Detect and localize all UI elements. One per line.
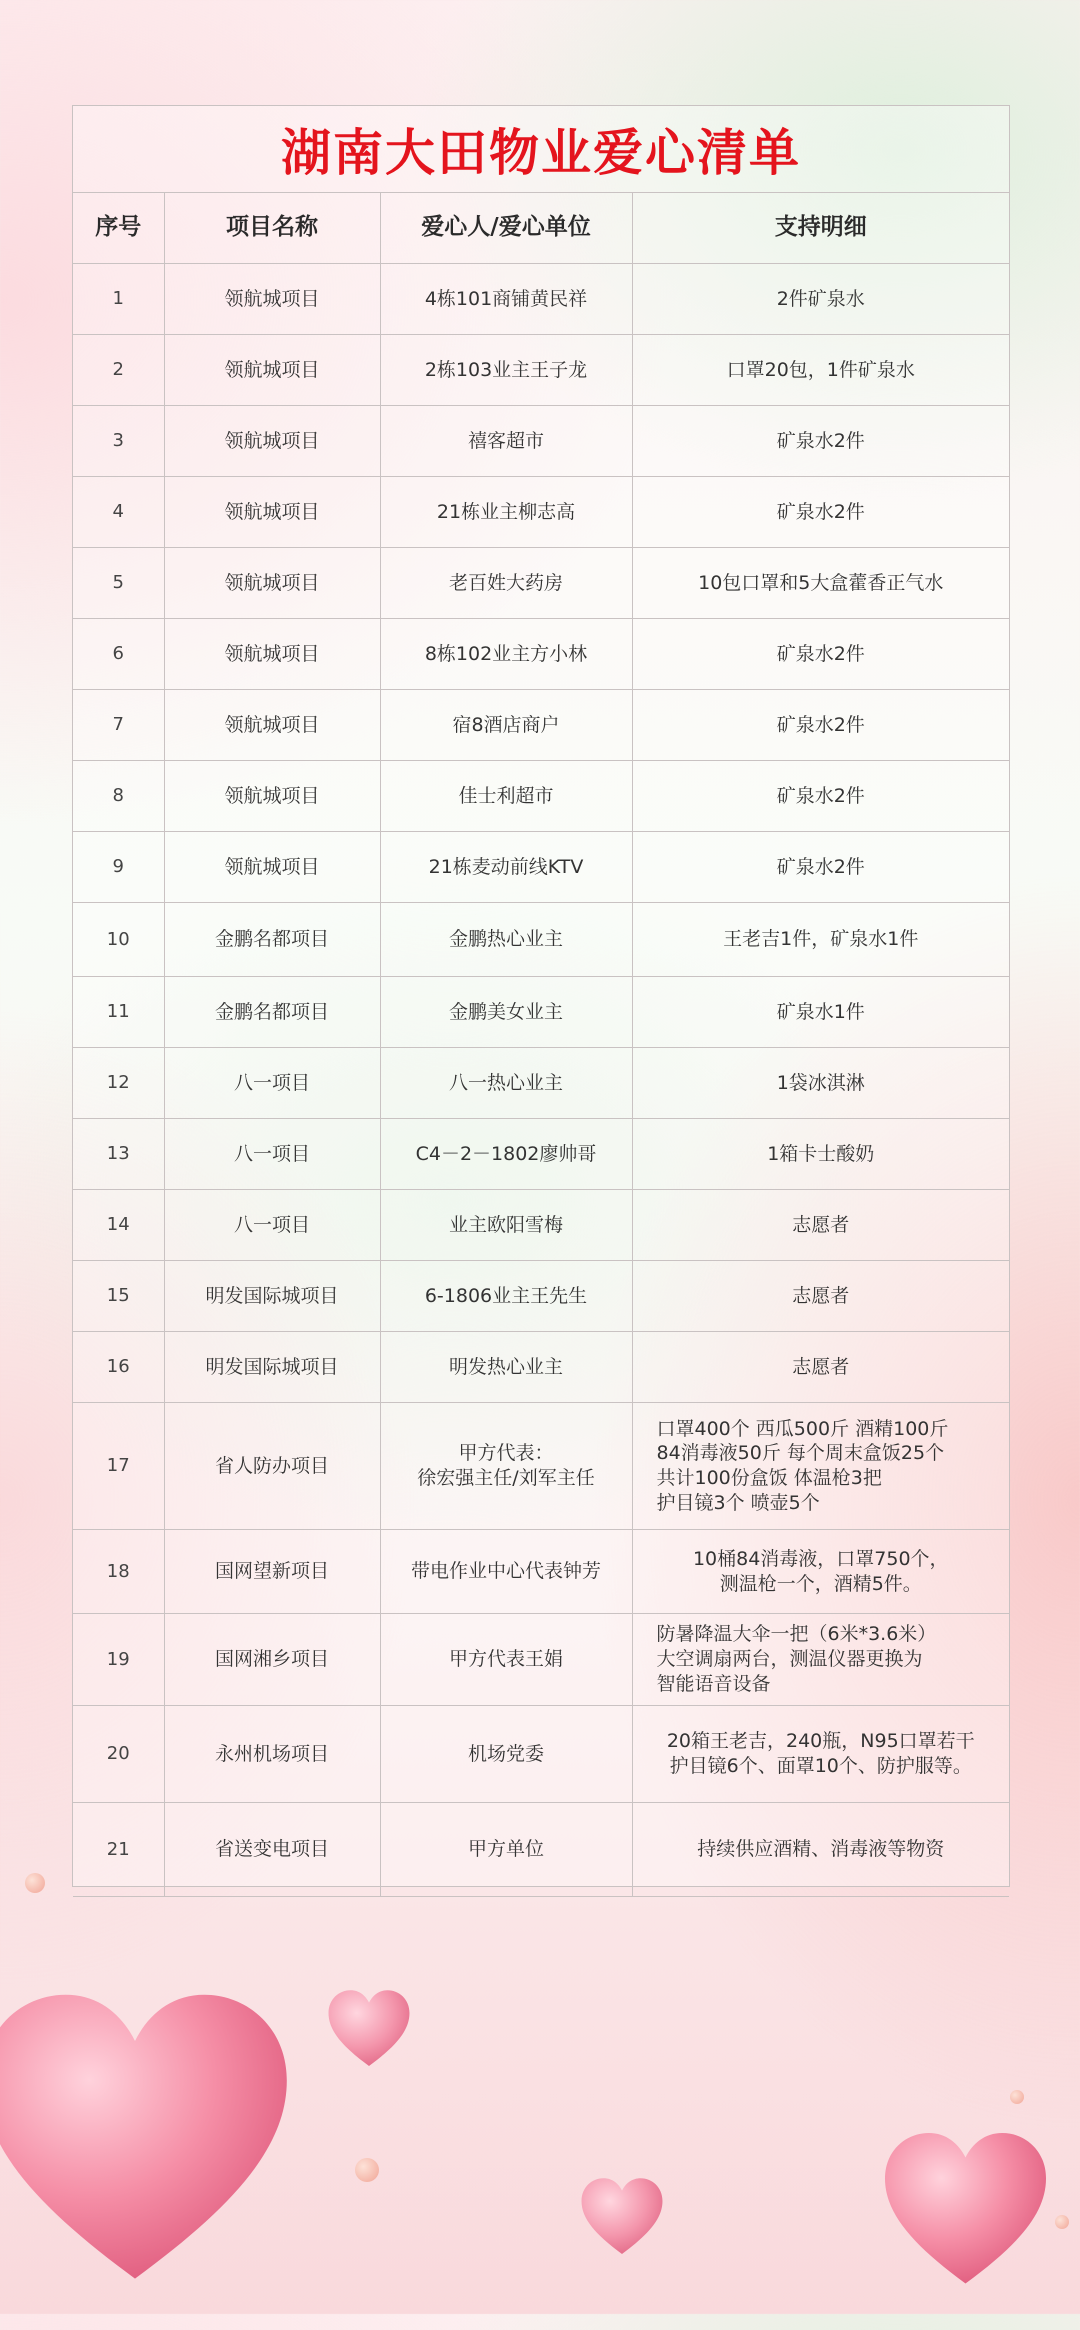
donor-name: 金鹏热心业主: [380, 903, 632, 977]
donor-name: 21栋麦动前线KTV: [380, 832, 632, 903]
project-name: 金鹏名都项目: [164, 977, 380, 1048]
project-name: 国网望新项目: [164, 1530, 380, 1614]
project-name: 领航城项目: [164, 477, 380, 548]
support-detail: 王老吉1件，矿泉水1件: [632, 903, 1009, 977]
detail-line: 防暑降温大伞一把（6米*3.6米）: [656, 1623, 937, 1646]
table-row: [73, 1614, 1009, 1706]
row-number: 5: [73, 548, 164, 619]
detail-line: 10桶84消毒液，口罩750个，: [692, 1547, 949, 1570]
donation-table: [73, 193, 1009, 1897]
donor-name: 老百姓大药房: [380, 548, 632, 619]
row-number: 20: [73, 1706, 164, 1803]
bubble-decoration: [25, 1873, 45, 1893]
project-name: 金鹏名都项目: [164, 903, 380, 977]
detail-line: 大空调扇两台，测温仪器更换为: [656, 1648, 923, 1671]
project-name: 明发国际城项目: [164, 1332, 380, 1403]
detail-line: 84消毒液50斤 每个周末盒饭25个: [656, 1442, 945, 1465]
project-name: 领航城项目: [164, 690, 380, 761]
row-number: 12: [73, 1048, 164, 1119]
project-name: 国网湘乡项目: [164, 1614, 380, 1706]
donor-name: 2栋103业主王子龙: [380, 335, 632, 406]
support-detail: 矿泉水2件: [632, 477, 1009, 548]
table-row: [73, 977, 1009, 1048]
support-detail: 1袋冰淇淋: [632, 1048, 1009, 1119]
donor-name: 6-1806业主王先生: [380, 1261, 632, 1332]
donor-name: 21栋业主柳志高: [380, 477, 632, 548]
detail-line: 护目镜6个、面罩10个、防护服等。: [669, 1755, 972, 1777]
table-row: [73, 761, 1009, 832]
table-row: [73, 690, 1009, 761]
support-detail: 矿泉水2件: [632, 832, 1009, 903]
header-no: 序号: [73, 193, 164, 264]
detail-line: 共计100份盒饭 体温枪3把: [656, 1467, 882, 1489]
bubble-decoration: [355, 2158, 379, 2182]
row-number: 9: [73, 832, 164, 903]
project-name: 领航城项目: [164, 832, 380, 903]
table-row: [73, 1803, 1009, 1897]
row-number: 14: [73, 1190, 164, 1261]
project-name: 领航城项目: [164, 335, 380, 406]
donor-name: 带电作业中心代表钟芳: [380, 1530, 632, 1614]
project-name: 永州机场项目: [164, 1706, 380, 1803]
table-row: [73, 1706, 1009, 1803]
support-detail: 10包口罩和5大盒藿香正气水: [632, 548, 1009, 619]
table-row: [73, 548, 1009, 619]
support-detail: [632, 1706, 1009, 1803]
row-number: 13: [73, 1119, 164, 1190]
table-row: [73, 1048, 1009, 1119]
donor-name: C4－2－1802廖帅哥: [380, 1119, 632, 1190]
donor-name: 4栋101商铺黄民祥: [380, 264, 632, 335]
donor-name: 8栋102业主方小林: [380, 619, 632, 690]
support-detail: 矿泉水2件: [632, 406, 1009, 477]
support-detail: [632, 1403, 1009, 1530]
project-name: 明发国际城项目: [164, 1261, 380, 1332]
donor-line: 甲方代表：: [458, 1442, 554, 1465]
detail-line: 智能语音设备: [656, 1672, 771, 1695]
table-row: [73, 832, 1009, 903]
support-detail: 矿泉水2件: [632, 619, 1009, 690]
table-row: [73, 406, 1009, 477]
project-name: 八一项目: [164, 1119, 380, 1190]
row-number: 8: [73, 761, 164, 832]
donor-name: 宿8酒店商户: [380, 690, 632, 761]
heart-icon: [325, 1985, 413, 2073]
project-name: 领航城项目: [164, 264, 380, 335]
page-title: 湖南大田物业爱心清单: [73, 106, 1009, 193]
detail-line: 口罩400个 西瓜500斤 酒精100斤: [656, 1417, 949, 1440]
row-number: 21: [73, 1803, 164, 1897]
heart-icon: [578, 2172, 666, 2262]
table-row: [73, 1119, 1009, 1190]
header-donor: 爱心人/爱心单位: [380, 193, 632, 264]
project-name: 省送变电项目: [164, 1803, 380, 1897]
detail-line: 20箱王老吉，240瓶，N95口罩若干: [666, 1730, 975, 1753]
support-detail: 2件矿泉水: [632, 264, 1009, 335]
bubble-decoration: [1010, 2090, 1024, 2104]
table-row: [73, 264, 1009, 335]
table-row: [73, 903, 1009, 977]
donor-name: 佳士利超市: [380, 761, 632, 832]
project-name: 八一项目: [164, 1190, 380, 1261]
support-detail: 矿泉水1件: [632, 977, 1009, 1048]
row-number: 17: [73, 1403, 164, 1530]
bubble-decoration: [1055, 2215, 1069, 2229]
table-row: [73, 1332, 1009, 1403]
row-number: 10: [73, 903, 164, 977]
row-number: 1: [73, 264, 164, 335]
donor-name: 甲方代表王娟: [380, 1614, 632, 1706]
row-number: 4: [73, 477, 164, 548]
support-detail: 矿泉水2件: [632, 761, 1009, 832]
support-detail: 1箱卡士酸奶: [632, 1119, 1009, 1190]
detail-line: 测温枪一个，酒精5件。: [719, 1572, 922, 1595]
heart-icon: [878, 2120, 1053, 2300]
support-detail: 口罩20包，1件矿泉水: [632, 335, 1009, 406]
header-detail: 支持明细: [632, 193, 1009, 264]
project-name: 领航城项目: [164, 406, 380, 477]
table-header-row: [73, 193, 1009, 264]
project-name: 省人防办项目: [164, 1403, 380, 1530]
support-detail: 持续供应酒精、消毒液等物资: [632, 1803, 1009, 1897]
support-detail: [632, 1530, 1009, 1614]
table-row: [73, 477, 1009, 548]
row-number: 11: [73, 977, 164, 1048]
row-number: 18: [73, 1530, 164, 1614]
row-number: 15: [73, 1261, 164, 1332]
donor-name: 八一热心业主: [380, 1048, 632, 1119]
table-row: [73, 619, 1009, 690]
donor-name: 金鹏美女业主: [380, 977, 632, 1048]
love-list-sheet: [72, 105, 1010, 1887]
heart-icon: [0, 1950, 300, 2330]
donor-name: 禧客超市: [380, 406, 632, 477]
row-number: 16: [73, 1332, 164, 1403]
row-number: 6: [73, 619, 164, 690]
project-name: 领航城项目: [164, 761, 380, 832]
header-project: 项目名称: [164, 193, 380, 264]
detail-line: 护目镜3个 喷壶5个: [656, 1491, 820, 1514]
row-number: 7: [73, 690, 164, 761]
table-row: [73, 1261, 1009, 1332]
donor-name: [380, 1403, 632, 1530]
support-detail: 矿泉水2件: [632, 690, 1009, 761]
table-row: [73, 1190, 1009, 1261]
donor-name: 机场党委: [380, 1706, 632, 1803]
table-row: [73, 335, 1009, 406]
support-detail: [632, 1614, 1009, 1706]
table-row: [73, 1403, 1009, 1530]
project-name: 八一项目: [164, 1048, 380, 1119]
row-number: 19: [73, 1614, 164, 1706]
donor-line: 徐宏强主任/刘军主任: [417, 1467, 595, 1489]
table-row: [73, 1530, 1009, 1614]
support-detail: 志愿者: [632, 1190, 1009, 1261]
donor-name: 甲方单位: [380, 1803, 632, 1897]
project-name: 领航城项目: [164, 548, 380, 619]
row-number: 2: [73, 335, 164, 406]
donor-name: 明发热心业主: [380, 1332, 632, 1403]
row-number: 3: [73, 406, 164, 477]
project-name: 领航城项目: [164, 619, 380, 690]
support-detail: 志愿者: [632, 1261, 1009, 1332]
support-detail: 志愿者: [632, 1332, 1009, 1403]
donor-name: 业主欧阳雪梅: [380, 1190, 632, 1261]
